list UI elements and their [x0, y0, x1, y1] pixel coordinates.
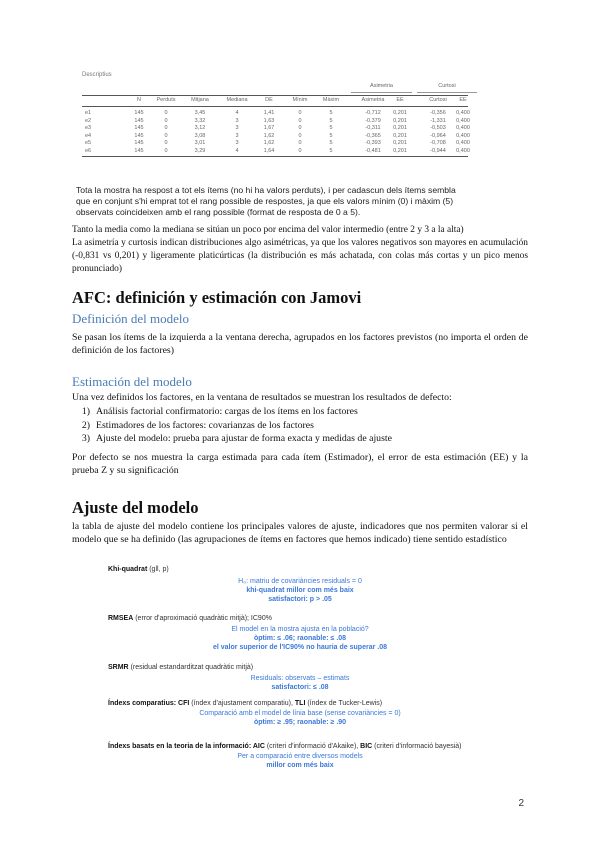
fit-indices-box — [104, 566, 496, 750]
table-cell: 145 — [134, 132, 144, 139]
table-cell: 0 — [164, 110, 168, 116]
info-title: Índexs basats en la teoria de la informació: AIC (criteri d'informació d'Akaike), BIC (criteri d'informació bayesià) — [108, 743, 462, 750]
descriptives-title: Descriptius — [82, 72, 112, 78]
table-cell: 1,62 — [263, 140, 275, 147]
chi-line-3: satisfactori: p > .05 — [268, 596, 332, 603]
skewness-paragraph: La asimetría y curtosis indican distribuciones algo asimétricas, ya que los valores negativos son mayores en acumulación (-0,831 vs 0,201) y ligeramente platicúrticas (la distribución es más achatada, con colas más cortas y un pico menos pronunciado) — [72, 238, 528, 274]
fit-text: la tabla de ajuste del modelo contiene los principales valores de ajuste, indicadores que nos permiten valorar si el modelo que se ha definido (las agrupaciones de ítems en factores que hemos indicado) tiene sentido estadístico — [72, 521, 528, 545]
table-cell: 5 — [329, 110, 333, 116]
descriptives-note — [76, 185, 476, 218]
table-cell: 0 — [164, 140, 168, 147]
table-cell: 0,201 — [393, 110, 407, 116]
table-cell: 0,201 — [393, 148, 407, 154]
rmsea-line-2: òptim: ≤ .06; raonable: ≤ .08 — [253, 635, 347, 642]
chi-line-2: khi-quadrat millor com més baix — [246, 587, 354, 594]
column-header: EE — [396, 97, 404, 103]
group-header-line — [417, 92, 477, 93]
table-cell: e6 — [85, 148, 92, 154]
table-cell: 0,400 — [456, 117, 470, 124]
column-header: Curtosi — [429, 97, 447, 103]
table-cell: e3 — [85, 125, 92, 132]
table-cell: 5 — [329, 117, 333, 124]
group-header-line — [351, 92, 412, 93]
srmr-title: SRMR (residual estandarditzat quadràtic mitjà) — [108, 664, 254, 671]
table-cell: 0 — [298, 125, 302, 132]
median-paragraph: Tanto la media como la mediana se sitúan un poco por encima del valor intermedio (entre 2 y 3 a la alta) — [72, 225, 464, 235]
rmsea-line-1: El model en la mostra ajusta en la població? — [231, 626, 369, 633]
list-number: 1) — [81, 406, 90, 417]
table-cell: -0,393 — [365, 140, 381, 147]
info-line-1: Per a comparació entre diversos models — [237, 753, 363, 760]
table-cell: 3 — [235, 140, 239, 147]
table-cell: -0,964 — [430, 132, 446, 139]
table-cell: 0 — [164, 117, 168, 124]
table-cell: 0,400 — [456, 132, 470, 139]
table-cell: 0 — [298, 140, 302, 147]
column-header: Asimetria — [361, 97, 385, 103]
table-cell: -0,365 — [365, 132, 381, 139]
fit-heading: Ajuste del modelo — [72, 498, 199, 517]
note-line: que en conjunt s'hi emprat tot el rang possible de respostes, ja que els valors mínim (0) i màxim (5) — [76, 196, 454, 206]
table-cell: 1,41 — [263, 110, 275, 116]
table-cell: 0,400 — [456, 110, 470, 116]
table-cell: -0,379 — [365, 117, 381, 124]
table-cell: 0 — [298, 132, 302, 139]
list-number: 3) — [81, 433, 90, 444]
column-header: Mínim — [292, 97, 308, 103]
note-line: Tota la mostra ha respost a tot els ítems (no hi ha valors perduts), i per cadascun dels ítems sembla — [76, 185, 456, 195]
table-cell: 0,201 — [393, 117, 407, 124]
table-cell: 0,201 — [393, 140, 407, 147]
table-cell: -0,311 — [365, 125, 381, 132]
table-cell: 145 — [134, 117, 144, 124]
note-line: observats coincideixen amb el rang possible (format de resposta de 0 a 5). — [76, 207, 361, 217]
table-cell: 3,29 — [194, 148, 206, 154]
table-cell: 5 — [329, 132, 333, 139]
list-text: Análisis factorial confirmatorio: cargas de los ítems en los factores — [96, 406, 358, 417]
table-cell: 145 — [134, 140, 144, 147]
estimation-text: Una vez definidos los factores, en la ventana de resultados se muestran los resultados de defecto: — [72, 392, 452, 403]
table-cell: 0 — [298, 110, 302, 116]
table-cell: 0,400 — [456, 125, 470, 132]
table-cell: 0 — [298, 117, 302, 124]
info-line-2: millor com més baix — [266, 762, 334, 769]
afc-heading: AFC: definición y estimación con Jamovi — [72, 288, 362, 307]
rmsea-line-3: el valor superior de l'IC90% no hauria de superar .08 — [212, 644, 387, 651]
estimation-after-text: Por defecto se nos muestra la carga estimada para cada ítem (Estimador), el error de esta estimación (EE) y la prueba Z y su significación — [72, 452, 528, 476]
table-cell: 3 — [235, 117, 239, 124]
table-cell: 0 — [298, 148, 302, 154]
table-cell: -0,944 — [430, 148, 446, 154]
chi-line-1: H₀: matriu de covariàncies residuals = 0 — [238, 578, 362, 585]
srmr-line-2: satisfactori: ≤ .08 — [271, 684, 329, 691]
estimation-list-item — [70, 419, 520, 433]
table-cell: 3,45 — [194, 110, 206, 116]
table-cell: -0,481 — [365, 148, 381, 154]
table-cell: 3,08 — [194, 132, 206, 139]
estimation-heading: Estimación del modelo — [72, 374, 192, 389]
column-header: N — [137, 97, 141, 103]
table-cell: 3,32 — [194, 117, 206, 124]
table-rule — [82, 156, 468, 157]
table-cell: 145 — [134, 148, 144, 154]
table-cell: 5 — [329, 140, 333, 147]
table-cell: 145 — [134, 110, 144, 116]
table-cell: -0,503 — [430, 125, 446, 132]
table-cell: 0,400 — [456, 140, 470, 147]
table-cell: 3 — [235, 132, 239, 139]
definition-heading: Definición del modelo — [72, 311, 189, 326]
table-cell: 0,400 — [456, 148, 470, 154]
table-cell: 4 — [235, 110, 239, 116]
table-cell: 145 — [134, 125, 144, 132]
table-cell: 3,12 — [194, 125, 206, 132]
column-header: DE — [265, 97, 273, 103]
table-cell: 1,62 — [263, 132, 275, 139]
table-cell: e1 — [85, 110, 92, 116]
column-header: Màxim — [322, 97, 340, 103]
table-cell: 0 — [164, 132, 168, 139]
comparative-title: Índexs comparatius: CFI (índex d'ajustament comparatiu), TLI (índex de Tucker-Lewis) — [108, 700, 383, 707]
chi-title: Khi-quadrat (gll, p) — [108, 566, 169, 573]
table-cell: 1,64 — [263, 148, 275, 154]
table-cell: -1,331 — [430, 117, 446, 124]
page-number: 2 — [518, 798, 524, 809]
list-text: Estimadores de los factores: covarianzas de los factores — [96, 419, 314, 431]
table-cell: 3 — [235, 125, 239, 132]
list-text: Ajuste del modelo: prueba para ajustar de forma exacta y medidas de ajuste — [96, 433, 392, 444]
estimation-list-item — [70, 405, 520, 419]
table-cell: e4 — [85, 132, 92, 139]
group-header: Asimetria — [370, 83, 393, 89]
comparative-line-2: òptim: ≥ .95; raonable: ≥ .90 — [253, 719, 347, 726]
srmr-line-1: Residuals: observats – estimats — [250, 675, 350, 682]
table-cell: e5 — [85, 140, 92, 147]
table-cell: 1,63 — [263, 117, 275, 124]
table-cell: e2 — [85, 117, 92, 124]
table-cell: 5 — [329, 125, 333, 132]
definition-text: Se pasan los ítems de la izquierda a la ventana derecha, agrupados en los factores previstos (no importa el orden de definición de los factores) — [72, 332, 528, 356]
table-rule — [82, 106, 468, 107]
comparative-line-1: Comparació amb el model de línia base (sense covariàncies = 0) — [199, 710, 401, 717]
table-cell: -0,356 — [430, 110, 446, 116]
group-header: Curtosi — [438, 83, 456, 89]
estimation-list — [70, 405, 520, 446]
table-cell: 1,67 — [263, 125, 275, 132]
estimation-list-item — [70, 432, 520, 446]
table-cell: 0 — [164, 125, 168, 132]
table-cell: 0 — [164, 148, 168, 154]
column-header: Mediana — [226, 97, 248, 103]
table-rule — [82, 95, 468, 96]
table-cell: -0,712 — [365, 110, 381, 116]
table-cell: 0,201 — [393, 132, 407, 139]
column-header: EE — [459, 97, 467, 103]
table-cell: -0,708 — [430, 140, 446, 147]
list-number: 2) — [81, 419, 90, 431]
table-cell: 3,01 — [194, 140, 206, 147]
rmsea-title: RMSEA (error d'aproximació quadràtic mitjà); IC90% — [108, 615, 272, 622]
column-header: Mitjana — [191, 97, 209, 103]
column-header: Perduts — [156, 97, 176, 103]
table-cell: 4 — [235, 148, 239, 154]
table-cell: 5 — [329, 148, 333, 154]
table-cell: 0,201 — [393, 125, 407, 132]
